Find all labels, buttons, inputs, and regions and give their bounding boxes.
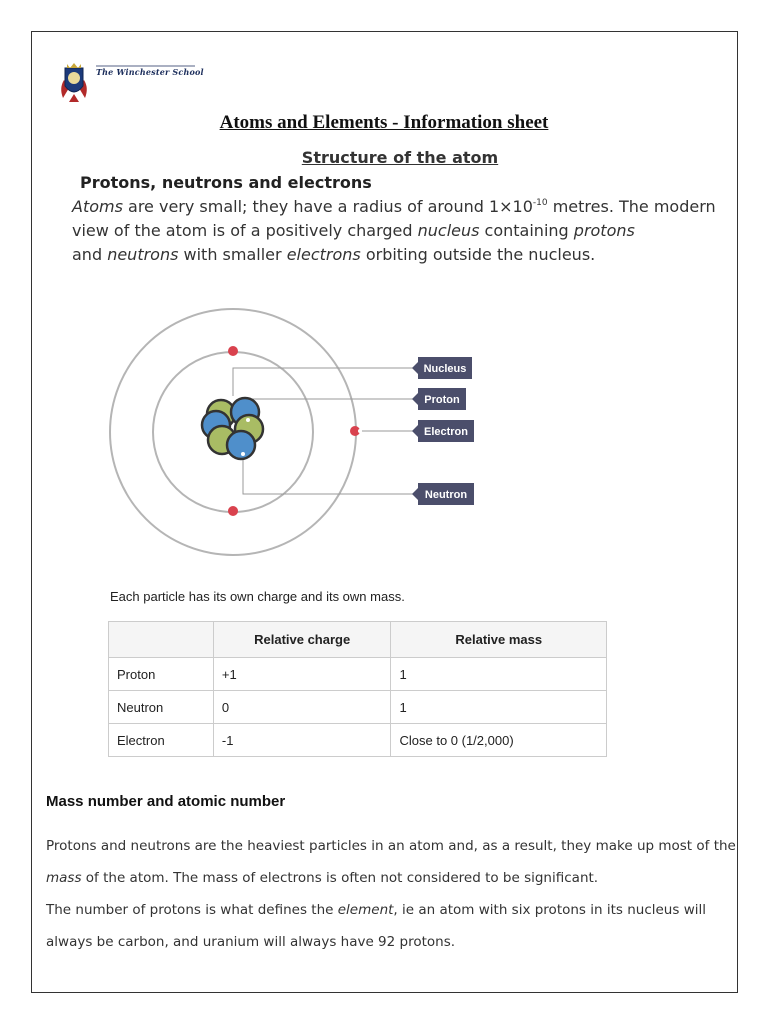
para1-text-1: Protons and neutrons are the heaviest particles in an atom and, as a result, they make up most of the <box>46 838 736 854</box>
table-row <box>109 724 607 757</box>
intro-text-4: and <box>72 245 108 264</box>
table-cell: Proton <box>109 658 214 691</box>
term-electrons: electrons <box>286 245 361 264</box>
table-header-cell: Relative mass <box>391 622 607 658</box>
neutron-pointer-line <box>243 458 418 494</box>
table-header-cell <box>109 622 214 658</box>
table-cell: Close to 0 (1/2,000) <box>391 724 607 757</box>
exponent: -10 <box>532 198 548 208</box>
mass-paragraph-2 <box>46 894 736 958</box>
intro-text-2: metres. The modern view of the atom is of a positively charged <box>72 197 716 240</box>
label-nucleus <box>412 357 472 379</box>
nucleus-pointer-line <box>233 368 418 396</box>
electron-particle <box>228 506 238 516</box>
nucleus <box>202 398 263 459</box>
term-atoms: Atoms <box>72 197 123 216</box>
label-electron-text: Electron <box>423 426 469 438</box>
school-name: The Winchester School <box>96 67 204 77</box>
table-row <box>109 691 607 724</box>
label-electron <box>412 420 474 442</box>
table-header-row <box>109 622 607 658</box>
intro-text-3: containing <box>479 221 574 240</box>
table-cell: -1 <box>213 724 391 757</box>
intro-text-6: orbiting outside the nucleus. <box>360 245 596 264</box>
table-cell: 0 <box>213 691 391 724</box>
proton-particle <box>227 431 255 459</box>
term-nucleus: nucleus <box>417 221 480 240</box>
intro-text-5: with smaller <box>178 245 287 264</box>
term-neutrons: neutrons <box>107 245 179 264</box>
atom-diagram <box>100 298 500 568</box>
term-protons: protons <box>573 221 635 240</box>
intro-text-1: are very small; they have a radius of around 1×10 <box>122 197 533 216</box>
term-element: element <box>337 902 394 918</box>
term-mass: mass <box>46 870 82 886</box>
table-cell: Electron <box>109 724 214 757</box>
table-header-cell: Relative charge <box>213 622 391 658</box>
sub-heading: Protons, neutrons and electrons <box>80 173 372 192</box>
label-proton <box>412 388 466 410</box>
para1-text-2: of the atom. The mass of electrons is often not considered to be significant. <box>81 870 599 886</box>
label-neutron-text: Neutron <box>424 489 468 501</box>
electron-particle <box>228 346 238 356</box>
table-caption: Each particle has its own charge and its own mass. <box>110 589 405 604</box>
school-crest-logo <box>55 58 205 108</box>
label-neutron <box>412 483 474 505</box>
table-row <box>109 658 607 691</box>
mass-number-heading: Mass number and atomic number <box>46 793 286 810</box>
intro-paragraph <box>72 195 732 267</box>
label-proton-text: Proton <box>424 394 460 406</box>
document-title: Atoms and Elements - Information sheet <box>219 112 549 133</box>
label-nucleus-text: Nucleus <box>423 363 467 375</box>
section-title: Structure of the atom <box>301 148 499 167</box>
crest-icon <box>61 63 87 102</box>
table-cell: Neutron <box>109 691 214 724</box>
para2-text-1: The number of protons is what defines the <box>46 902 338 918</box>
para2-text-2: , ie an atom with six protons in its nucleus will always be carbon, and uranium will always have 92 protons. <box>46 902 706 950</box>
table-cell: 1 <box>391 658 607 691</box>
mass-paragraph-1 <box>46 830 736 894</box>
table-cell: +1 <box>213 658 391 691</box>
particle-table <box>108 621 607 757</box>
table-cell: 1 <box>391 691 607 724</box>
